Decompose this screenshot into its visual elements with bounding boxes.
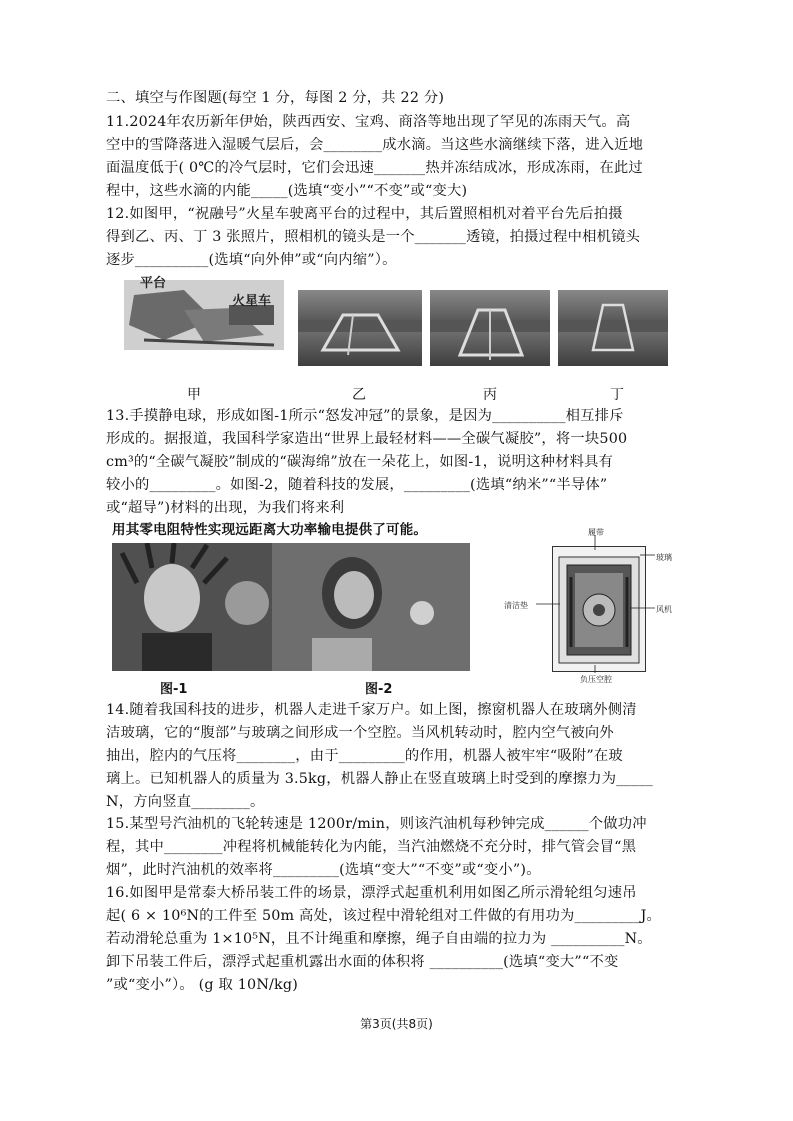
q14-line-3: 抽出，腔内的气压将________，由于_________的作用，机器人被牢牢“吸附”在玻 [106,748,623,764]
q16-line-3: 若动滑轮总重为 1×10⁵N，且不计绳重和摩擦，绳子自由端的拉力为 __________N。 [106,931,652,947]
q15-line-2: 程，其中________冲程将机械能转化为内能，当汽油燃烧不充分时，排气管会冒“黑 [106,839,637,855]
q11-line-3: 面温度低于( 0℃的冷气层时，它们会迅速_______热并冻结成冰，形成冻雨，在此过 [106,160,643,176]
q13-line-2: 形成的。据报道，我国科学家造出“世界上最轻材料——全碳气凝胶”，将一块500 [106,431,628,447]
q14-line-2: 洁玻璃，它的“腹部”与玻璃之间形成一个空腔。当风机转动时，腔内空气被向外 [106,725,614,741]
caption-ding: 丁 [610,387,624,403]
q14-line-1: 14.随着我国科技的进步，机器人走进千家万户。如上图，擦窗机器人在玻璃外侧清 [106,702,637,718]
caption-bing: 丙 [483,387,497,403]
figure-1-caption: 图-1 [160,682,188,697]
q13-line-1: 13.手摸静电球，形成如图-1所示“怒发冲冠”的景象，是因为__________相互排斥 [106,408,624,424]
q13-line-5: 或“超导”)材料的出现，为我们将来利 [106,500,345,516]
q12-line-1: 12.如图甲，“祝融号”火星车驶离平台的过程中，其后置照相机对着平台先后拍摄 [106,206,623,222]
q16-line-4: 卸下吊装工件后，漂浮式起重机露出水面的体积将 __________(选填“变大”“不变 [106,954,619,970]
q12-line-2: 得到乙、丙、丁 3 张照片，照相机的镜头是一个_______透镜，拍摄过程中相机镜头 [106,229,641,245]
robot-label-fan: 风机 [656,605,672,614]
q15-line-1: 15.某型号汽油机的飞轮转速是 1200r/min，则该汽油机每秒钟完成______个做功冲 [106,816,647,832]
caption-jia: 甲 [187,387,201,403]
figure-1-photo [112,543,272,671]
robot-label-glass: 玻璃 [656,553,672,562]
q11-line-1: 11.2024年农历新年伊始，陕西西安、宝鸡、商洛等地出现了罕见的冻雨天气。高 [106,114,631,130]
caption-yi: 乙 [352,387,366,403]
q14-line-4: 璃上。已知机器人的质量为 3.5kg，机器人静止在竖直玻璃上时受到的摩擦力为_____ [106,771,653,787]
photo-yi [298,290,422,366]
q16-line-2: 起( 6 × 10⁶N的工件至 50m 高处，该过程中滑轮组对工件做的有用功为_________J。 [106,908,662,924]
figure-2-caption: 图-2 [365,682,393,697]
robot-label-leaders [500,525,670,685]
photo-ding [558,290,668,366]
q13-line-3: cm³的“全碳气凝胶”制成的“碳海绵”放在一朵花上，如图-1，说明这种材料具有 [106,454,614,470]
q16-line-1: 16.如图甲是常泰大桥吊装工件的场景，漂浮式起重机利用如图乙所示滑轮组匀速吊 [106,885,637,901]
q12-line-3: 逐步__________(选填“向外伸”或“向内缩”）。 [106,252,397,268]
photo-bing [430,290,550,366]
label-rover: 火星车 [232,294,272,309]
figure-2-photo [272,543,470,671]
q13-line-4: 较小的_________。如图-2，随着科技的发展，_________(选填“纳米”“半导体” [106,477,608,493]
q15-line-3: 烟”，此时汽油机的效率将_________(选填“变大”“不变”或“变小”)。 [106,862,541,878]
robot-label-pad: 清洁垫 [504,601,528,610]
q11-line-2: 空中的雪降落进入湿暖气层后，会________成水滴。当这些水滴继续下落，进入近地 [106,137,644,153]
robot-label-track: 履带 [588,528,604,537]
robot-label-cavity: 负压空腔 [580,675,612,684]
q16-line-5: ”或“变小”）。 (g 取 10N/kg) [106,977,299,993]
section-title: 二、填空与作图题(每空 1 分，每图 2 分，共 22 分) [106,90,445,106]
q11-line-4: 程中，这些水滴的内能_____(选填“变小”“不变”或“变大) [106,183,468,199]
page-footer: 第3页(共8页) [360,1017,433,1031]
q14-line-5: N，方向竖直________。 [106,794,265,810]
q13-line-6: 用其零电阻特性实现远距离大功率输电提供了可能。 [112,522,428,538]
label-platform: 平台 [140,276,167,291]
